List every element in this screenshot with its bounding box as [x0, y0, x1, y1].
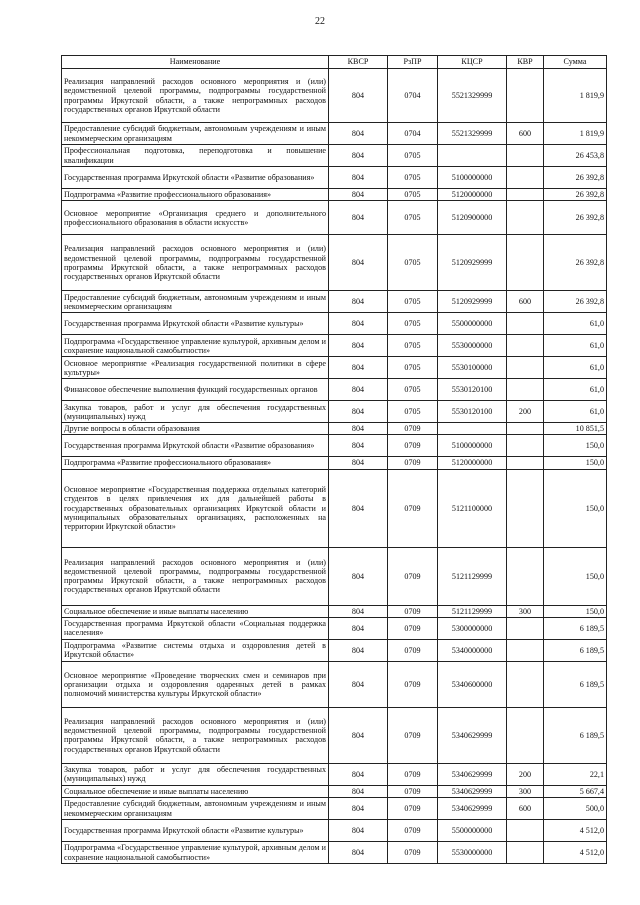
- table-row: [62, 842, 607, 864]
- row-kvsr-cell: 804: [329, 189, 388, 201]
- row-sum-cell: 6 189,5: [544, 639, 607, 661]
- row-kvr-cell: 600: [507, 798, 544, 820]
- row-kcsr-cell: 5530120100: [438, 379, 507, 401]
- row-kcsr-cell: 5121129999: [438, 605, 507, 617]
- row-kvsr-cell: 804: [329, 617, 388, 639]
- row-kvr-cell: 200: [507, 763, 544, 785]
- row-kcsr-cell: 5521329999: [438, 123, 507, 145]
- row-name-cell: Государственная программа Иркутской области «Развитие образования»: [62, 167, 329, 189]
- row-kvsr-cell: 804: [329, 313, 388, 335]
- table-header-row: [62, 56, 607, 69]
- row-sum-cell: 4 512,0: [544, 820, 607, 842]
- row-name-cell: Государственная программа Иркутской области «Развитие культуры»: [62, 313, 329, 335]
- row-sum-cell: 4 512,0: [544, 842, 607, 864]
- row-name-cell: Реализация направлений расходов основного мероприятия и (или) ведомственной целевой программы, подпрограммы государственной программы Иркутской области, а также непрограммных расходов государственных органов Иркутской области: [62, 69, 329, 123]
- row-kvr-cell: [507, 842, 544, 864]
- table-row: [62, 639, 607, 661]
- row-name-cell: Финансовое обеспечение выполнения функций государственных органов: [62, 379, 329, 401]
- row-name-cell: Социальное обеспечение и иные выплаты населению: [62, 785, 329, 797]
- row-name-cell: Реализация направлений расходов основного мероприятия и (или) ведомственной целевой программы, подпрограммы государственной программы Иркутской области, а также непрограммных расходов государственных органов Иркутской области: [62, 547, 329, 605]
- row-rzpr-cell: 0705: [388, 201, 438, 235]
- row-rzpr-cell: 0709: [388, 605, 438, 617]
- row-kcsr-cell: 5340000000: [438, 639, 507, 661]
- header-kcsr: КЦСР: [438, 56, 507, 69]
- table-row: [62, 69, 607, 123]
- table-row: [62, 401, 607, 423]
- row-kvsr-cell: 804: [329, 423, 388, 435]
- row-rzpr-cell: 0704: [388, 69, 438, 123]
- row-name-cell: Государственная программа Иркутской области «Развитие образования»: [62, 435, 329, 457]
- row-kvr-cell: [507, 357, 544, 379]
- row-sum-cell: 150,0: [544, 435, 607, 457]
- row-kvsr-cell: 804: [329, 842, 388, 864]
- row-kcsr-cell: 5530000000: [438, 335, 507, 357]
- row-kvsr-cell: 804: [329, 798, 388, 820]
- table-row: [62, 201, 607, 235]
- row-kcsr-cell: 5521329999: [438, 69, 507, 123]
- row-kvsr-cell: 804: [329, 167, 388, 189]
- table-row: [62, 423, 607, 435]
- row-rzpr-cell: 0705: [388, 291, 438, 313]
- row-kvr-cell: [507, 435, 544, 457]
- row-sum-cell: 61,0: [544, 401, 607, 423]
- row-kvr-cell: [507, 707, 544, 763]
- table-row: [62, 661, 607, 707]
- table-row: [62, 820, 607, 842]
- table-row: [62, 291, 607, 313]
- row-kcsr-cell: 5530100000: [438, 357, 507, 379]
- page-number: 22: [315, 16, 325, 27]
- row-rzpr-cell: 0705: [388, 313, 438, 335]
- row-sum-cell: 6 189,5: [544, 707, 607, 763]
- row-sum-cell: 26 392,8: [544, 189, 607, 201]
- table-row: [62, 457, 607, 469]
- row-kcsr-cell: 5530120100: [438, 401, 507, 423]
- row-sum-cell: 150,0: [544, 605, 607, 617]
- row-sum-cell: 61,0: [544, 313, 607, 335]
- row-kvsr-cell: 804: [329, 357, 388, 379]
- table-row: [62, 798, 607, 820]
- row-name-cell: Основное мероприятие «Организация среднего и дополнительного профессионального образования в области искусств»: [62, 201, 329, 235]
- row-kvr-cell: [507, 167, 544, 189]
- row-name-cell: Профессиональная подготовка, переподготовка и повышение квалификации: [62, 145, 329, 167]
- row-sum-cell: 10 851,5: [544, 423, 607, 435]
- row-kvr-cell: 300: [507, 785, 544, 797]
- header-rzpr: РзПР: [388, 56, 438, 69]
- table-row: [62, 357, 607, 379]
- row-kvr-cell: [507, 69, 544, 123]
- row-rzpr-cell: 0709: [388, 661, 438, 707]
- row-kvsr-cell: 804: [329, 457, 388, 469]
- row-kvr-cell: 200: [507, 401, 544, 423]
- row-kvr-cell: [507, 547, 544, 605]
- row-sum-cell: 61,0: [544, 357, 607, 379]
- row-name-cell: Закупка товаров, работ и услуг для обеспечения государственных (муниципальных) нужд: [62, 401, 329, 423]
- row-name-cell: Государственная программа Иркутской области «Развитие культуры»: [62, 820, 329, 842]
- row-kvr-cell: [507, 335, 544, 357]
- row-kvsr-cell: 804: [329, 379, 388, 401]
- row-kvr-cell: 600: [507, 123, 544, 145]
- row-rzpr-cell: 0709: [388, 547, 438, 605]
- table-row: [62, 707, 607, 763]
- row-sum-cell: 61,0: [544, 335, 607, 357]
- row-sum-cell: 500,0: [544, 798, 607, 820]
- row-kcsr-cell: 5121100000: [438, 469, 507, 547]
- row-kvsr-cell: 804: [329, 201, 388, 235]
- row-kvsr-cell: 804: [329, 785, 388, 797]
- row-name-cell: Другие вопросы в области образования: [62, 423, 329, 435]
- row-rzpr-cell: 0705: [388, 401, 438, 423]
- row-rzpr-cell: 0709: [388, 457, 438, 469]
- row-kvr-cell: [507, 201, 544, 235]
- row-rzpr-cell: 0709: [388, 785, 438, 797]
- table-row: [62, 379, 607, 401]
- header-name: Наименование: [62, 56, 329, 69]
- row-rzpr-cell: 0709: [388, 763, 438, 785]
- row-kcsr-cell: 5121129999: [438, 547, 507, 605]
- table-row: [62, 435, 607, 457]
- row-sum-cell: 26 392,8: [544, 167, 607, 189]
- row-sum-cell: 61,0: [544, 379, 607, 401]
- row-kvr-cell: [507, 639, 544, 661]
- row-rzpr-cell: 0705: [388, 235, 438, 291]
- table-row: [62, 167, 607, 189]
- row-name-cell: Подпрограмма «Развитие системы отдыха и оздоровления детей в Иркутской области»: [62, 639, 329, 661]
- row-kvsr-cell: 804: [329, 435, 388, 457]
- header-kvr: КВР: [507, 56, 544, 69]
- table-row: [62, 189, 607, 201]
- row-kvr-cell: [507, 313, 544, 335]
- row-kcsr-cell: 5500000000: [438, 820, 507, 842]
- row-name-cell: Основное мероприятие «Реализация государственной политики в сфере культуры»: [62, 357, 329, 379]
- row-kvr-cell: 600: [507, 291, 544, 313]
- row-rzpr-cell: 0705: [388, 145, 438, 167]
- row-kvr-cell: [507, 189, 544, 201]
- row-kvsr-cell: 804: [329, 69, 388, 123]
- row-kvsr-cell: 804: [329, 235, 388, 291]
- row-name-cell: Реализация направлений расходов основного мероприятия и (или) ведомственной целевой программы, подпрограммы государственной программы Иркутской области, а также непрограммных расходов государственных органов Иркутской области: [62, 235, 329, 291]
- row-kvsr-cell: 804: [329, 469, 388, 547]
- row-sum-cell: 1 819,9: [544, 123, 607, 145]
- row-rzpr-cell: 0709: [388, 617, 438, 639]
- row-kvsr-cell: 804: [329, 661, 388, 707]
- row-kvr-cell: [507, 820, 544, 842]
- row-sum-cell: 26 392,8: [544, 201, 607, 235]
- table-row: [62, 605, 607, 617]
- row-name-cell: Подпрограмма «Государственное управление культурой, архивным делом и сохранение национальной самобытности»: [62, 842, 329, 864]
- row-kcsr-cell: 5120000000: [438, 189, 507, 201]
- row-kvsr-cell: 804: [329, 707, 388, 763]
- table-row: [62, 335, 607, 357]
- row-name-cell: Предоставление субсидий бюджетным, автономным учреждениям и иным некоммерческим организациям: [62, 798, 329, 820]
- row-name-cell: Предоставление субсидий бюджетным, автономным учреждениям и иным некоммерческим организациям: [62, 123, 329, 145]
- row-kvsr-cell: 804: [329, 605, 388, 617]
- budget-table: [61, 55, 607, 864]
- row-kvr-cell: 300: [507, 605, 544, 617]
- row-sum-cell: 150,0: [544, 547, 607, 605]
- row-kvsr-cell: 804: [329, 123, 388, 145]
- row-kvsr-cell: 804: [329, 639, 388, 661]
- row-kvsr-cell: 804: [329, 291, 388, 313]
- row-rzpr-cell: 0705: [388, 167, 438, 189]
- row-name-cell: Подпрограмма «Государственное управление культурой, архивным делом и сохранение национальной самобытности»: [62, 335, 329, 357]
- row-kcsr-cell: 5530000000: [438, 842, 507, 864]
- row-kvsr-cell: 804: [329, 820, 388, 842]
- row-kcsr-cell: 5120929999: [438, 291, 507, 313]
- row-kvsr-cell: 804: [329, 145, 388, 167]
- row-name-cell: Закупка товаров, работ и услуг для обеспечения государственных (муниципальных) нужд: [62, 763, 329, 785]
- row-name-cell: Подпрограмма «Развитие профессионального образования»: [62, 457, 329, 469]
- row-rzpr-cell: 0705: [388, 357, 438, 379]
- row-name-cell: Основное мероприятие «Государственная поддержка отдельных категорий студентов в целях привлечения их для дальнейшей работы в государственных образовательных организациях Иркутской области и муниципальных образовательных организациях, расположенных на территории Иркутской области»: [62, 469, 329, 547]
- row-sum-cell: 5 667,4: [544, 785, 607, 797]
- row-kvsr-cell: 804: [329, 401, 388, 423]
- row-rzpr-cell: 0709: [388, 820, 438, 842]
- row-rzpr-cell: 0709: [388, 842, 438, 864]
- row-rzpr-cell: 0709: [388, 435, 438, 457]
- row-kcsr-cell: 5100000000: [438, 435, 507, 457]
- row-rzpr-cell: 0709: [388, 798, 438, 820]
- row-kvr-cell: [507, 469, 544, 547]
- row-sum-cell: 6 189,5: [544, 661, 607, 707]
- row-kcsr-cell: 5340600000: [438, 661, 507, 707]
- table-row: [62, 235, 607, 291]
- table-row: [62, 547, 607, 605]
- table-row: [62, 123, 607, 145]
- row-name-cell: Реализация направлений расходов основного мероприятия и (или) ведомственной целевой программы, подпрограммы государственной программы Иркутской области, а также непрограммных расходов государственных органов Иркутской области: [62, 707, 329, 763]
- row-rzpr-cell: 0704: [388, 123, 438, 145]
- row-kvr-cell: [507, 457, 544, 469]
- row-kcsr-cell: 5500000000: [438, 313, 507, 335]
- row-sum-cell: 6 189,5: [544, 617, 607, 639]
- row-sum-cell: 26 392,8: [544, 235, 607, 291]
- row-kcsr-cell: 5340629999: [438, 707, 507, 763]
- table-row: [62, 313, 607, 335]
- row-kvr-cell: [507, 617, 544, 639]
- row-rzpr-cell: 0705: [388, 379, 438, 401]
- row-name-cell: Подпрограмма «Развитие профессионального образования»: [62, 189, 329, 201]
- header-sum: Сумма: [544, 56, 607, 69]
- row-kvr-cell: [507, 145, 544, 167]
- row-kcsr-cell: [438, 145, 507, 167]
- row-kvsr-cell: 804: [329, 763, 388, 785]
- row-sum-cell: 26 392,8: [544, 291, 607, 313]
- row-kvsr-cell: 804: [329, 547, 388, 605]
- row-rzpr-cell: 0705: [388, 335, 438, 357]
- row-sum-cell: 22,1: [544, 763, 607, 785]
- row-sum-cell: 26 453,8: [544, 145, 607, 167]
- row-kcsr-cell: 5340629999: [438, 785, 507, 797]
- row-rzpr-cell: 0709: [388, 469, 438, 547]
- table-row: [62, 785, 607, 797]
- row-kcsr-cell: [438, 423, 507, 435]
- row-kcsr-cell: 5120900000: [438, 201, 507, 235]
- row-sum-cell: 1 819,9: [544, 69, 607, 123]
- row-name-cell: Государственная программа Иркутской области «Социальная поддержка населения»: [62, 617, 329, 639]
- row-kvr-cell: [507, 379, 544, 401]
- row-kcsr-cell: 5340629999: [438, 798, 507, 820]
- row-rzpr-cell: 0709: [388, 639, 438, 661]
- table-row: [62, 469, 607, 547]
- row-kcsr-cell: 5100000000: [438, 167, 507, 189]
- row-kvsr-cell: 804: [329, 335, 388, 357]
- table-row: [62, 145, 607, 167]
- row-name-cell: Предоставление субсидий бюджетным, автономным учреждениям и иным некоммерческим организациям: [62, 291, 329, 313]
- table-row: [62, 763, 607, 785]
- row-kvr-cell: [507, 661, 544, 707]
- row-kvr-cell: [507, 235, 544, 291]
- row-kcsr-cell: 5340629999: [438, 763, 507, 785]
- row-sum-cell: 150,0: [544, 469, 607, 547]
- row-kcsr-cell: 5120929999: [438, 235, 507, 291]
- row-kvr-cell: [507, 423, 544, 435]
- row-kcsr-cell: 5120000000: [438, 457, 507, 469]
- row-rzpr-cell: 0709: [388, 423, 438, 435]
- row-kcsr-cell: 5300000000: [438, 617, 507, 639]
- row-sum-cell: 150,0: [544, 457, 607, 469]
- row-rzpr-cell: 0709: [388, 707, 438, 763]
- row-name-cell: Социальное обеспечение и иные выплаты населению: [62, 605, 329, 617]
- table-row: [62, 617, 607, 639]
- row-name-cell: Основное мероприятие «Проведение творческих смен и семинаров при организации отдыха и оздоровления одаренных детей в рамках полномочий министерства культуры Иркутской области»: [62, 661, 329, 707]
- row-rzpr-cell: 0705: [388, 189, 438, 201]
- header-kvsr: КВСР: [329, 56, 388, 69]
